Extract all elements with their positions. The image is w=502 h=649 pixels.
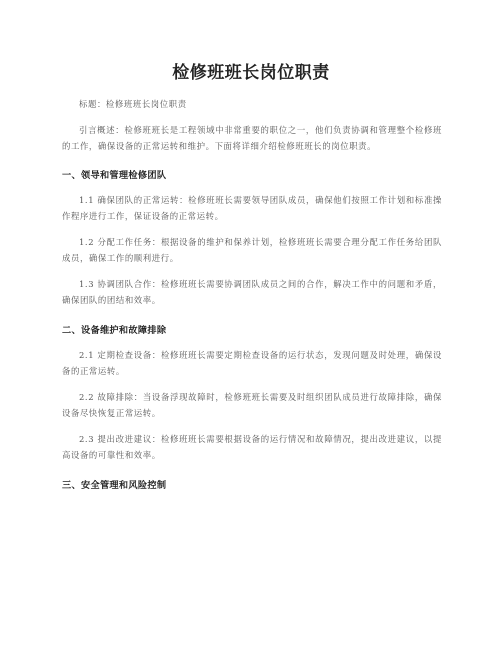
document-title: 检修班班长岗位职责	[172, 63, 330, 83]
section-heading-1: 一、领导和管理检修团队	[62, 169, 167, 181]
subtitle-line: 标题：检修班班长岗位职责	[79, 99, 187, 109]
section-2-item-1: 2.1 定期检查设备：检修班班长需要定期检查设备的运行状态，发现问题及时处理，确保设备的正常运转。	[62, 349, 442, 376]
document-body	[62, 96, 442, 502]
section-2-item-2: 2.2 故障排除：当设备浮现故障时，检修班班长需要及时组织团队成员进行故障排除，确保设备尽快恢复正常运转。	[62, 391, 442, 418]
section-heading-3: 三、安全管理和风险控制	[62, 479, 167, 491]
section-2-item-3: 2.3 提出改进建议：检修班班长需要根据设备的运行情况和故障情况，提出改进建议，以提高设备的可靠性和效率。	[62, 433, 442, 460]
section-1-item-3: 1.3 协调团队合作：检修班班长需要协调团队成员之间的合作，解决工作中的问题和矛盾，确保团队的团结和效率。	[62, 278, 442, 305]
intro-paragraph: 引言概述：检修班班长是工程领域中非常重要的职位之一，他们负责协调和管理整个检修班的工作，确保设备的正常运转和维护。下面将详细介绍检修班班长的岗位职责。	[62, 124, 442, 151]
section-1-item-2: 1.2 分配工作任务：根据设备的维护和保养计划，检修班班长需要合理分配工作任务给团队成员，确保工作的顺利进行。	[62, 236, 442, 263]
section-1-item-1: 1.1 确保团队的正常运转：检修班班长需要领导团队成员，确保他们按照工作计划和标准操作程序进行工作，保证设备的正常运转。	[62, 194, 442, 221]
section-heading-2: 二、设备维护和故障排除	[62, 324, 167, 336]
